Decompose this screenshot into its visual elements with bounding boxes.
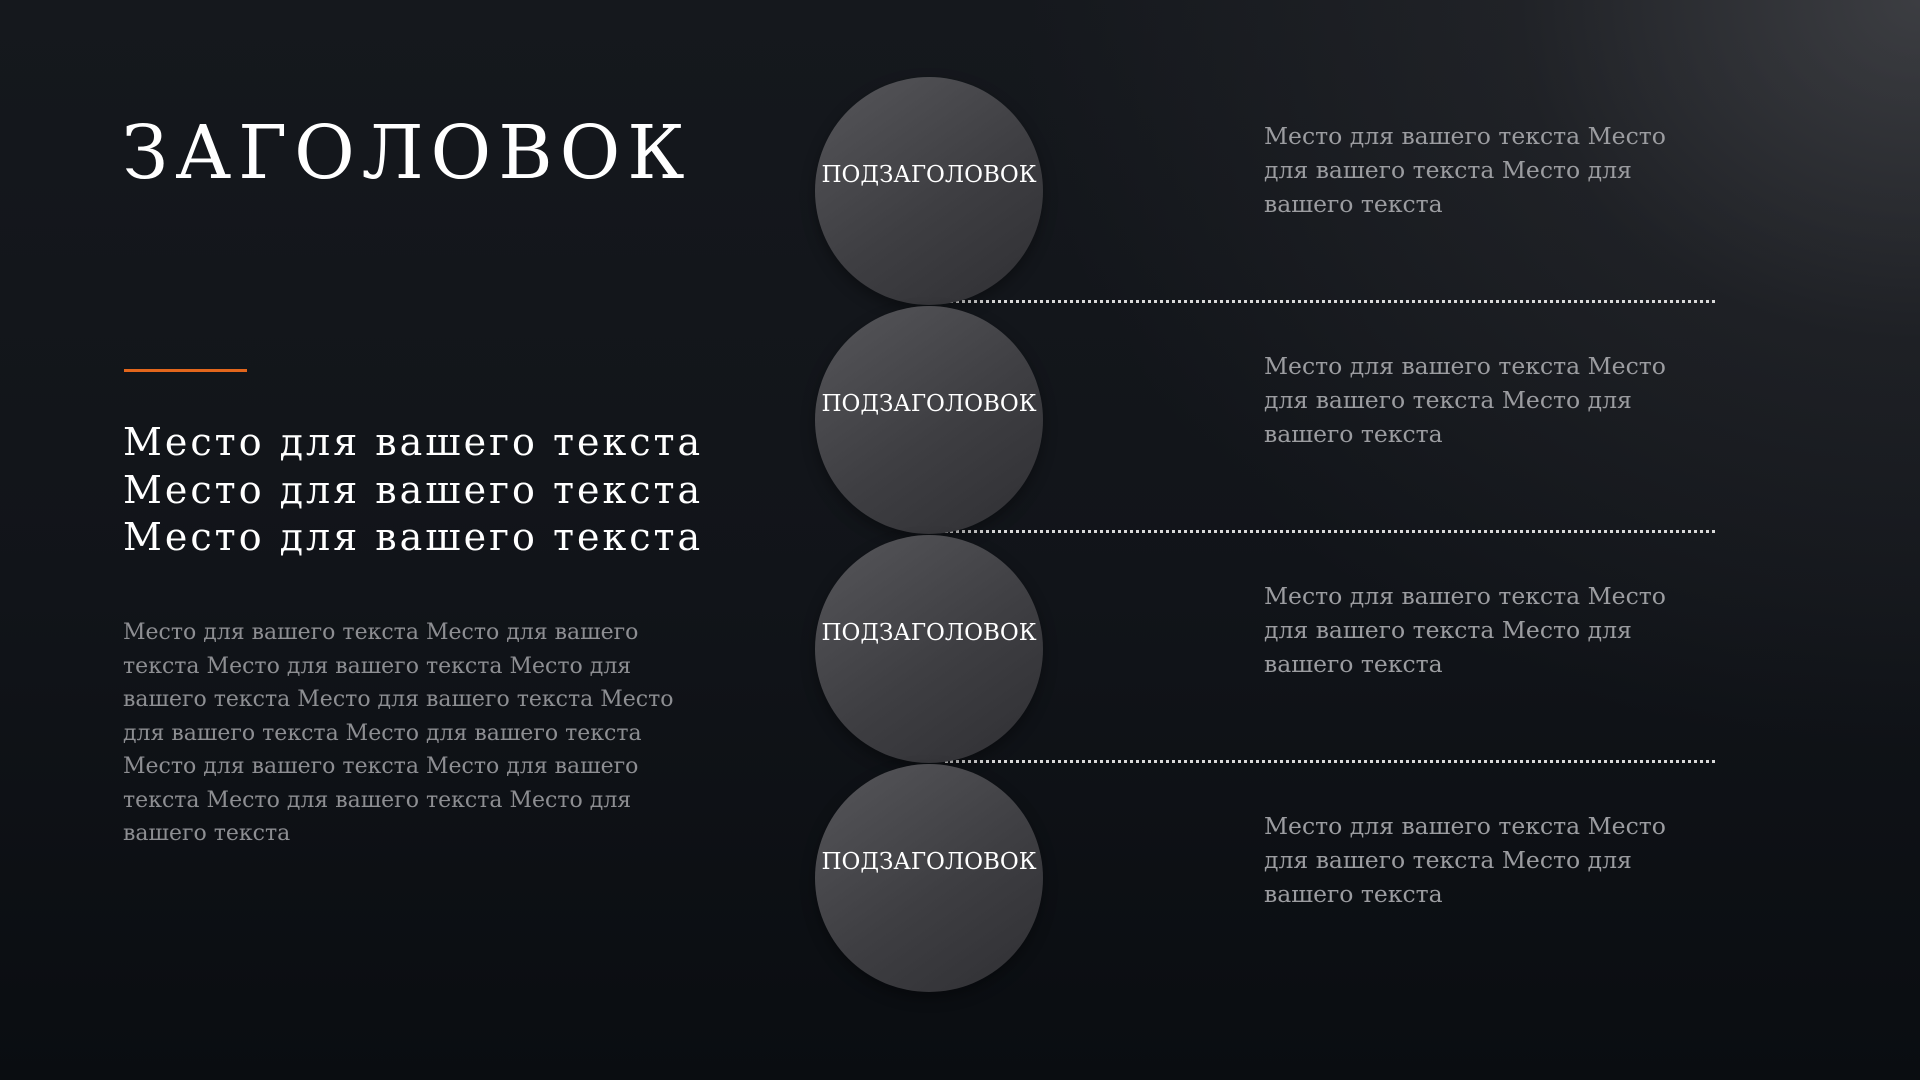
accent-divider [124,369,247,372]
dotted-divider [945,760,1715,763]
subheading-label: ПОДЗАГОЛОВОК [821,391,1037,417]
dotted-divider [945,530,1715,533]
body-paragraph: Место для вашего текста Место для вашего текста Место для вашего текста Место для вашего текста Место для вашего текста Место для вашего текста Место для вашего текста Место для вашего текста Место для вашего текста Место для вашего текста Место для вашего текста [123,620,674,846]
subheading-label: ПОДЗАГОЛОВОК [821,849,1037,875]
item-text-2: Место для вашего текста Место для вашего текста Место для вашего текста [1264,352,1666,448]
item-text-4: Место для вашего текста Место для вашего текста Место для вашего текста [1264,812,1666,908]
lead-line: Место для вашего текста [123,420,704,464]
item-text-3: Место для вашего текста Место для вашего текста Место для вашего текста [1264,582,1666,678]
subheading-circle-4 [815,764,1043,992]
subheading-circle-3 [815,535,1043,763]
subheading-circle-1 [815,77,1043,305]
lead-line: Место для вашего текста [123,467,704,512]
subheading-label: ПОДЗАГОЛОВОК [821,620,1037,646]
item-text-1: Место для вашего текста Место для вашего текста Место для вашего текста [1264,122,1666,218]
lead-line: Место для вашего текста [123,515,704,559]
dotted-divider [945,300,1715,303]
subheading-label: ПОДЗАГОЛОВОК [821,162,1037,188]
subheading-circle-2 [815,306,1043,534]
slide-title: ЗАГОЛОВОК [122,110,692,196]
lead-text [123,419,743,562]
